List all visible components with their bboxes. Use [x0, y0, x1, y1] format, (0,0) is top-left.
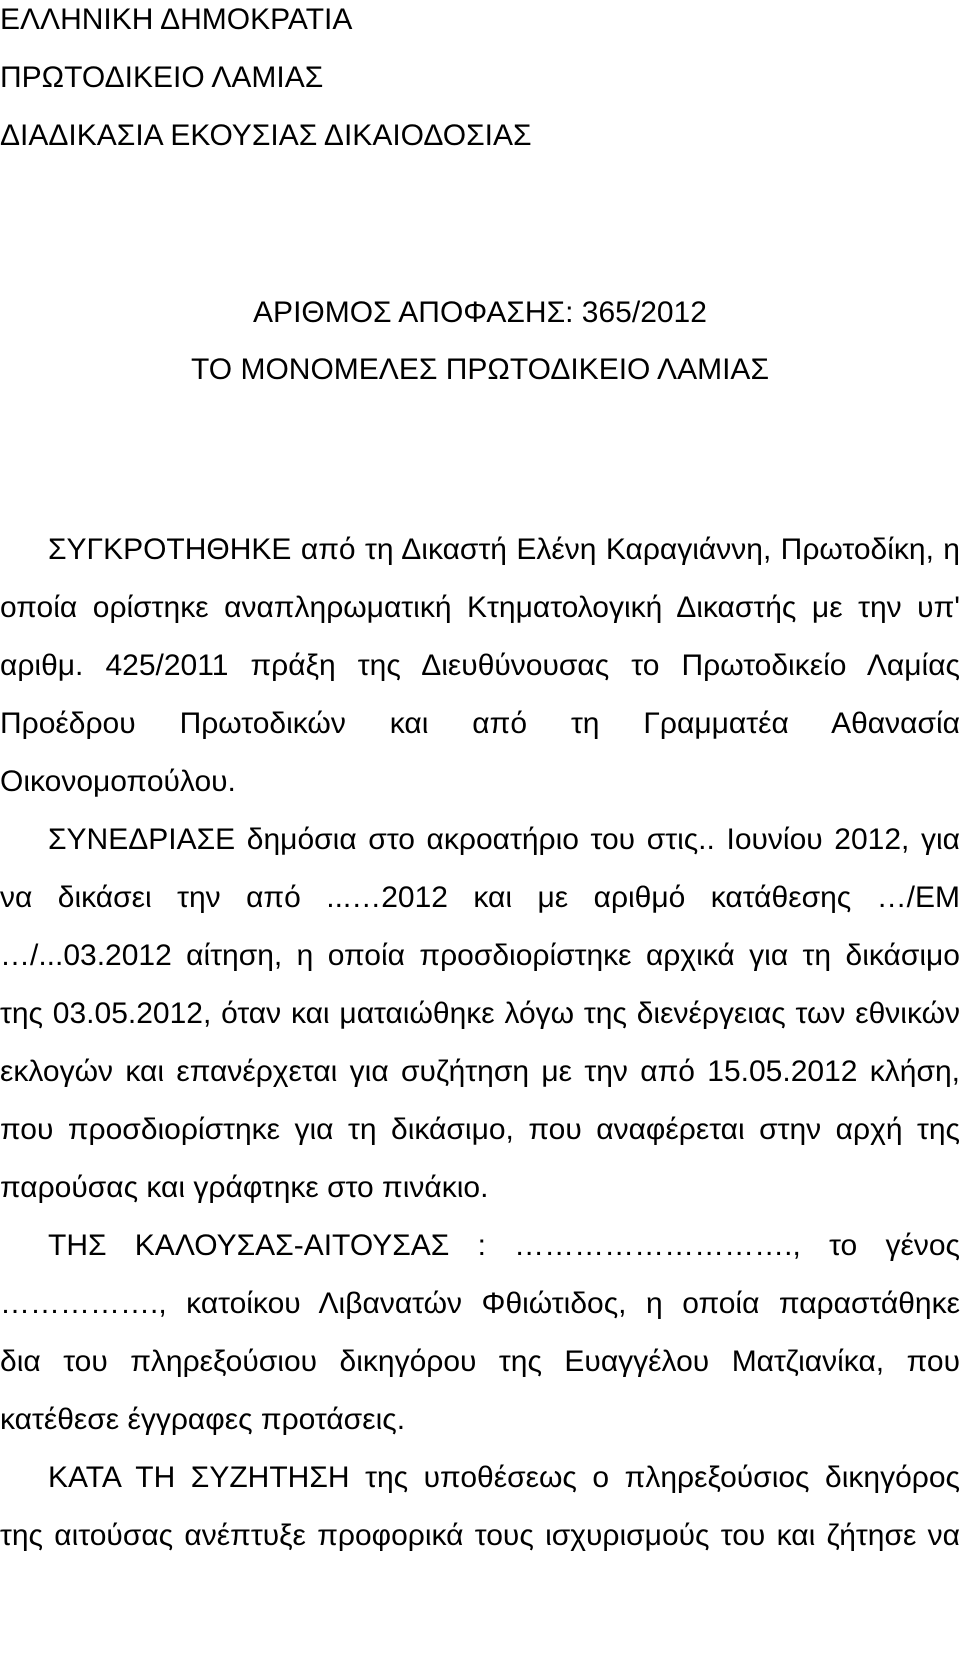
body-line-12: παρούσας και γράφτηκε στο πινάκιο.: [0, 1171, 489, 1204]
body-line-9: της 03.05.2012, όταν και ματαιώθηκε λόγω της διενέργειας των εθνικών: [0, 997, 960, 1030]
body-line-6: ΣΥΝΕΔΡΙΑΣΕ δημόσια στο ακροατήριο του στις.. Ιουνίου 2012, για: [48, 823, 960, 856]
header-court: ΠΡΩΤΟΔΙΚΕΙΟ ΛΑΜΙΑΣ: [0, 61, 324, 94]
body-line-18: της αιτούσας ανέπτυξε προφορικά τους ισχυρισμούς του και ζήτησε να: [0, 1519, 960, 1552]
header-procedure: ΔΙΑΔΙΚΑΣΙΑ ΕΚΟΥΣΙΑΣ ΔΙΚΑΙΟΔΟΣΙΑΣ: [0, 119, 532, 152]
body-line-13: ΤΗΣ ΚΑΛΟΥΣΑΣ-ΑΙΤΟΥΣΑΣ : ………………………., το γένος: [48, 1229, 960, 1262]
header-republic: ΕΛΛΗΝΙΚΗ ΔΗΜΟΚΡΑΤΙΑ: [0, 3, 353, 36]
body-line-14: ……………., κατοίκου Λιβανατών Φθιώτιδος, η οποία παραστάθηκε: [0, 1287, 960, 1320]
body-line-10: εκλογών και επανέρχεται για συζήτηση με την από 15.05.2012 κλήση,: [0, 1055, 960, 1088]
court-name: ΤΟ ΜΟΝΟΜΕΛΕΣ ΠΡΩΤΟΔΙΚΕΙΟ ΛΑΜΙΑΣ: [191, 353, 769, 386]
body-line-2: οποία ορίστηκε αναπληρωματική Κτηματολογική Δικαστής με την υπ': [0, 591, 960, 624]
body-line-7: να δικάσει την από ...…2012 και με αριθμό κατάθεσης …/ΕΜ: [0, 881, 960, 914]
body-line-16: κατέθεσε έγγραφες προτάσεις.: [0, 1403, 406, 1436]
body-line-17: ΚΑΤΑ ΤΗ ΣΥΖΗΤΗΣΗ της υποθέσεως ο πληρεξούσιος δικηγόρος: [48, 1461, 960, 1494]
body-line-5: Οικονομοπούλου.: [0, 765, 236, 798]
body-line-8: …/...03.2012 αίτηση, η οποία προσδιορίστηκε αρχικά για τη δικάσιμο: [0, 939, 960, 972]
body-line-1: ΣΥΓΚΡΟΤΗΘΗΚΕ από τη Δικαστή Ελένη Καραγιάννη, Πρωτοδίκη, η: [48, 533, 960, 566]
body-line-3: αριθμ. 425/2011 πράξη της Διευθύνουσας το Πρωτοδικείο Λαμίας: [0, 649, 960, 682]
decision-number: ΑΡΙΘΜΟΣ ΑΠΟΦΑΣΗΣ: 365/2012: [253, 296, 707, 329]
body-line-15: δια του πληρεξούσιου δικηγόρου της Ευαγγέλου Ματζιανίκα, που: [0, 1345, 960, 1378]
body-line-4: Προέδρου Πρωτοδικών και από τη Γραμματέα Αθανασία: [0, 707, 960, 740]
body-line-11: που προσδιορίστηκε για τη δικάσιμο, που αναφέρεται στην αρχή της: [0, 1113, 960, 1146]
